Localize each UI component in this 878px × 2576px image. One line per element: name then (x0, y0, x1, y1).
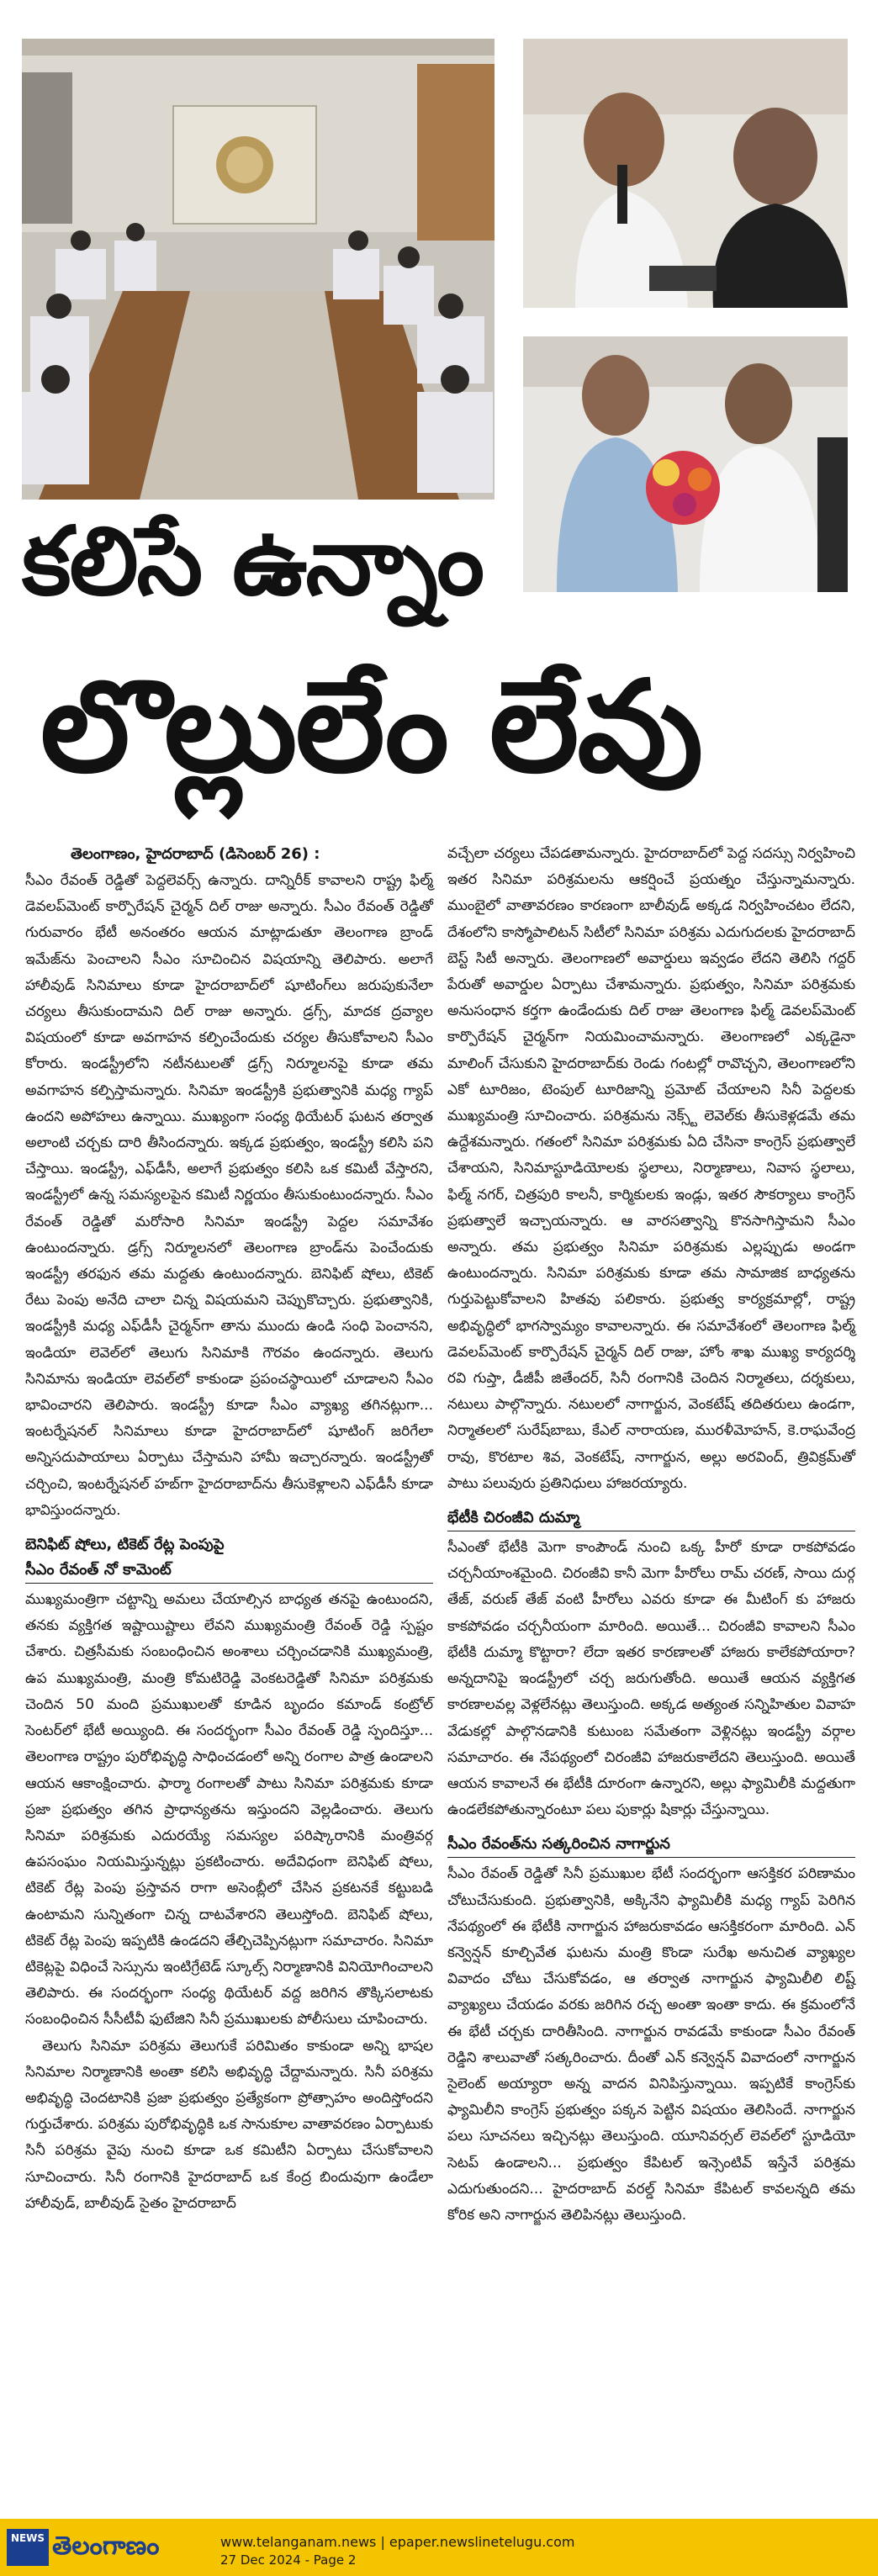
footer-website[interactable]: www.telanganam.news | epaper.newslinetelugu.com (220, 2534, 575, 2550)
bouquet-greeting-photo (523, 336, 848, 592)
news-badge-label: NEWS (10, 2532, 45, 2544)
subheading-line: బెనిఫిట్ షోలు, టికెట్ రేట్ల పెంపుపై (25, 1536, 225, 1554)
article-paragraph: ముఖ్యమంత్రిగా చట్టాన్ని అమలు చేయాల్సిన బాధ్యత తనపై ఉంటుందని, తనకు వ్యక్తిగత ఇష్టాయిష్టాలు లేవని ముఖ్యమంత్రి రేవంత్ రెడ్డి స్పష్టం చేశారు. చిత్రసీమకు సంబంధించిన అంశాలు చర్చించడానికి ముఖ్యమంత్రి, ఉప ముఖ్యమంత్రి, మంత్రి కోమటిరెడ్డి వెంకటరెడ్డితో సినిమా పరిశ్రమకు చెందిన 50 మంది ప్రముఖులతో కూడిన బృందం కమాండ్ కంట్రోల్ సెంటర్‌లో భేటీ అయ్యింది. ఈ సందర్భంగా సీఎం రేవంత్ రెడ్డి స్పందిస్తూ... తెలంగాణ రాష్ట్రం పురోభివృద్ధి సాధించడంలో అన్ని రంగాల పాత్ర ఉండాలని ఆయన ఆకాంక్షించారు. ఫార్మా రంగాలతో పాటు సినిమా పరిశ్రమకు కూడా ప్రజా ప్రభుత్వం తగిన ప్రాధాన్యతను ఇస్తుందని వెల్లడించారు. తెలుగు సినిమా పరిశ్రమకు ఎదురయ్యే సమస్యల పరిష్కారానికి మంత్రివర్గ ఉపసంఘం నియమిస్తున్నట్లు ప్రకటించారు. అదేవిధంగా బెనిఫిట్ షోలు, టికెట్ రేట్ల పెంపు ప్రస్తావన రాగా అసెంబ్లీలో చేసిన ప్రకటనకే కట్టుబడి ఉంటామని సున్నితంగా చిన్న దాటవేశారని తెలుస్తోంది. బెనిఫిట్ షోలు, టికెట్ రేట్ల పెంపు ఇప్పటికి ఉండదని తేల్చిచెప్పినట్లుగా సమాచారం. సినిమా టికెట్లపై విధించే సెస్సును ఇంటిగ్రేటెడ్ స్కూల్స్ నిర్మాణానికి వినియోగించాలని తెలిపారు. ఈ సందర్భంగా సంధ్య థియేటర్ వద్ద జరిగిన తొక్కిసలాటకు సంబంధించిన సీసీటీవీ ఫుటేజిని సినీ ప్రముఖులకు పోలీసులు చూపించారు. (25, 1591, 433, 2029)
headline-line-2: లొల్లులేం లేవు (40, 654, 702, 801)
cm-with-dil-raju-photo (523, 39, 848, 308)
article-paragraph: సీఎం రేవంత్ రెడ్డితో పెద్దలెవర్స్ ఉన్నారు. దాన్నిరీక్ కావాలని రాష్ట్ర ఫిల్మ్ డెవలప్‌మెంట్ కార్పొరేషన్ చైర్మన్ దిల్ రాజు అన్నారు. సీఎం రేవంత్ రెడ్డితో గురువారం భేటీ అనంతరం ఆయన మాట్లాడుతూ తెలంగాణ బ్రాండ్ ఇమేజ్‌ను పెంచాలని సీఎం సూచించిన విషయాన్ని తెలిపారు. అలాగే హాలీవుడ్ సినిమాలు కూడా హైదరాబాద్‌లో షూటింగ్‌లు జరుపుకునేలా చర్యలు తీసుకుందామని దిల్ రాజు అన్నారు. డ్రగ్స్, మాదక ద్రవ్యాల విషయంలో కూడా అవగాహన కల్పించేందుకు చర్యల తీసుకోవాలని సీఎం కోరారు. ఇండస్ట్రీలోని నటీనటులతో డ్రగ్స్ నిర్మూలనపై కూడా తమ అవగాహన కల్పిస్తామన్నారు. సినిమా ఇండస్ట్రీకి ప్రభుత్వానికి మధ్య గ్యాప్ ఉందని అపోహలు ఉన్నాయి. ముఖ్యంగా సంధ్య థియేటర్ ఘటన తర్వాత అలాంటి చర్చకు దారి తీసిందన్నారు. ఇక్కడ ప్రభుత్వం, ఇండస్ట్రీ కలిసి పని చేస్తాయి. ఇండస్ట్రీ, ఎఫ్‌డీసీ, అలాగే ప్రభుత్వం కలిసి ఒక కమిటీ వేస్తారని, ఇండస్ట్రీలో ఉన్న సమస్యలపైన కమిటీ నిర్ణయం తీసుకుంటుందన్నారు. సీఎం రేవంత్ రెడ్డితో మరోసారి సినిమా ఇండస్ట్రీ పెద్దల సమావేశం ఉంటుందన్నారు. డ్రగ్స్ నిర్మూలనలో తెలంగాణ బ్రాండ్‌ను పెంచేందుకు ఇండస్ట్రీ తరఫున తమ మద్దతు ఉంటుందన్నారు. బెనిఫిట్ షోలు, టికెట్ రేటు పెంపు అనేది చాలా చిన్న విషయమని చెప్పుకొచ్చారు. ప్రభుత్వానికి, ఇండస్ట్రీకి మధ్య ఎఫ్‌డీసీ చైర్మన్‌గా తాను ముందు ఉండి సంధి పెంచానని, ఇండియా లెవెల్‌లో తెలుగు సినిమాకి గౌరవం ఉందన్నారు. తెలుగు సినిమాను ఇండియా లెవల్‌లో కాకుండా ప్రపంచస్థాయిలో చూడాలని సీఎం భావించారని తెలిపారు. ఇండస్ట్రీ కూడా సీఎం వ్యాఖ్య తగినట్లుగా... ఇంటర్నేషనల్ సినిమాలు కూడా హైదరాబాద్‌లో షూటింగ్ జరిగేలా అన్నిసదుపాయాలు ఏర్పాటు చేస్తామని హామీ ఇచ్చారన్నారు. ఇండస్ట్రీతో చర్చించి, ఇంటర్నేషనల్ హబ్‌గా హైదరాబాద్‌ను తీసుకెళ్లాలని ఎఫ్‌డీసీ కూడా భావిస్తుందన్నారు. (25, 872, 433, 1519)
article-column-right (447, 841, 855, 2229)
footer-date-page: 27 Dec 2024 - Page 2 (220, 2552, 357, 2568)
subheading-line: సీఎం రేవంత్ నో కామెంట్ (25, 1561, 172, 1579)
article-paragraph: సీఎం రేవంత్ రెడ్డితో సినీ ప్రముఖుల భేటీ సందర్భంగా ఆసక్తికర పరిణామం చోటుచేసుకుంది. ప్రభుత్వానికి, అక్కినేని ఫ్యామిలీకి మధ్య గ్యాప్ పెరిగిన నేపథ్యంలో ఈ భేటీకి నాగార్జున హాజరుకావడం ఆసక్తికరంగా మారింది. ఎన్ కన్వెన్షన్ కూల్చివేత ఘటను మంత్రి కొండా సురేఖ అనుచిత వ్యాఖ్యల వివాదం చోటు చేసుకోవడం, ఆ తర్వాత నాగార్జున ఫ్యామిలీలి లిష్ట్ వ్యాఖ్యలు చేయడం వరకు జరిగిన రచ్చ అంతా ఇంతా కాదు. ఈ క్రమంలోనే ఈ భేటీ చర్చకు దారితీసింది. నాగార్జున రావడమే కాకుండా సీఎం రేవంత్ రెడ్డిని శాలువాతో సత్కరించారు. దీంతో ఎన్ కన్వెన్షన్ వివాదంలో నాగార్జున సైలెంట్ అయ్యారా అన్న వాదన వినిపిస్తున్నాయి. ఇప్పటికే కాంగ్రెస్‌కు ఫ్యామిలీని కాంగ్రెస్ ప్రభుత్వం పక్కన పెట్టిన విషయం తెలిసిందే. నాగార్జున పలు సూచనలు ఇచ్చినట్లు తెలుస్తుంది. యూనివర్సల్ లెవల్‌లో స్టూడియో సెటప్ ఉండాలని... ప్రభుత్వం కేపిటల్ ఇన్సెంటివ్ ఇస్తేనే పరిశ్రమ ఎదుగుతుందని... హైదరాబాద్ వరల్డ్ సినిమా కేపిటల్ కావలన్నది తమ కోరిక అని నాగార్జున తెలిపినట్లు తెలుస్తుంది. (447, 1865, 855, 2224)
cm-meeting-photo (22, 39, 495, 500)
article-paragraph: తెలుగు సినిమా పరిశ్రమ తెలుగుకే పరిమితం కాకుండా అన్ని భాషల సినిమాల నిర్మాణానికి అంతా కలిసి అభివృద్ధి చేద్దామన్నారు. సినీ పరిశ్రమ అభివృద్ధి చెందటానికి ప్రజా ప్రభుత్వం ప్రత్యేకంగా ప్రోత్సాహం అందిస్తోందని గుర్తుచేశారు. పరిశ్రమ పురోభివృద్ధికి ఒక సానుకూల వాతావరణం ఏర్పాటుకు సినీ పరిశ్రమ వైపు నుంచి కూడా ఒక కమిటీని ఏర్పాటు చేసుకోవాలని సూచించారు. సినీ రంగానికి హైదరాబాద్ ఒక కేంద్ర బిందువుగా ఉండేలా హాలీవుడ్, బాలీవుడ్ సైతం హైదరాబాద్ (25, 2037, 433, 2212)
article-paragraph: వచ్చేలా చర్యలు చేపడతామన్నారు. హైదరాబాద్‌లో పెద్ద సదస్సు నిర్వహించి ఇతర సినిమా పరిశ్రమలను ఆకర్షించే ప్రయత్నం చేస్తున్నామన్నారు. ముంబైలో వాతావరణం కారణంగా బాలీవుడ్ అక్కడ నిర్వహించటం లేదని, దేశంలోని కాస్మోపాలిటన్ సిటీలో సినిమా పరిశ్రమ ఎదుగుదలకు హైదరాబాద్ బెస్ట్ సిటీ అన్నారు. తెలంగాణలో అవార్డులు ఇవ్వడం లేదని తెలిసి గద్దర్ పేరుతో అవార్డుల ఏర్పాటు చేశామన్నారు. ప్రభుత్వం, సినిమా పరిశ్రమకు అనుసంధాన కర్తగా ఉండేందుకు దిల్ రాజు తెలంగాణ ఫిల్మ్ డెవలప్‌మెంట్ కార్పొరేషన్ చైర్మన్‌గా నియమించామన్నారు. తెలంగాణలో ఎక్కడైనా మాలింగ్ చేసుకుని హైదరాబాద్‌కు రెండు గంటల్లో రావొచ్చని, తెలంగాణలోని ఎకో టూరిజం, టెంపుల్ టూరిజాన్ని ప్రమోట్ చేయాలని సినీ పెద్దలకు ముఖ్యమంత్రి సూచించారు. పరిశ్రమను నెక్స్ట్ లెవెల్‌కు తీసుకెళ్లడమే తమ ఉద్దేశమన్నారు. గతంలో సినిమా పరిశ్రమకు ఏది చేసినా కాంగ్రెస్ ప్రభుత్వాలే చేశాయని, సినిమాస్టూడియోలకు స్థలాలు, నిర్మాణాలు, నివాస స్థలాలు, ఫిల్మ్ నగర్, చిత్రపురి కాలనీ, కార్మికులకు ఇండ్లు, ఇతర సౌకర్యాలు కాంగ్రెస్ ప్రభుత్వాలే ఇచ్చాయన్నారు. ఆ వారసత్వాన్ని కొనసాగిస్తామని సీఎం అన్నారు. తమ ప్రభుత్వం సినిమా పరిశ్రమకు ఎల్లప్పుడు అండగా ఉంటుందన్నారు. సినిమా పరిశ్రమకు కూడా తమ సామాజిక బాధ్యతను గుర్తుపెట్టుకోవాలని హితవు పలికారు. ప్రభుత్వ కార్యక్రమాల్లో, రాష్ట్ర అభివృద్ధిలో భాగస్వామ్యం కావాలన్నారు. ఈ సమావేశంలో తెలంగాణ ఫిల్మ్ డెవలప్‌మెంట్ కార్పొరేషన్ చైర్మన్ దిల్ రాజు, హోం శాఖ ముఖ్య కార్యదర్శి రవి గుప్తా, డీజీపీ జితేందర్, సినీ రంగానికి చెందిన నిర్మాతలు, దర్శకులు, నటులు పాల్గొన్నారు. నటులలో నాగార్జున, వెంకటేష్ తదితరులు ఉండగా, నిర్మాతలలో సురేష్‌బాబు, కేఎల్ నారాయణ, మురళీమోహన్, కె.రాఘవేంద్ర రావు, కొరటాల శివ, వెంకటేష్, నాగార్జున, అల్లు అరవింద్, త్రివిక్రమ్‌తో పాటు పలువురు ప్రతినిధులు హాజరయ్యారు. (447, 845, 855, 1492)
brand-name: తెలంగాణం (52, 2531, 160, 2561)
subheading: భేటీకి చిరంజీవి దుమ్మా (447, 1505, 855, 1531)
page-footer (0, 2519, 878, 2576)
subheading (25, 1532, 433, 1584)
telanganam-logo (7, 2526, 212, 2569)
news-badge (7, 2529, 49, 2566)
article-paragraph: సీఎంతో భేటీకి మెగా కాంపౌండ్ నుంచి ఒక్క హీరో కూడా రాకపోవడం చర్చనీయాంశమైంది. చిరంజీవి కానీ మెగా హీరోలు రామ్ చరణ్, సాయి దుర్గ తేజ్, వరుణ్ తేజ్ వంటి హీరోలు ఎవరు కూడా ఈ మీటింగ్ కు హాజరు కాకపోవడం చర్చనీయంగా మారింది. అయితే... చిరంజీవి కావాలని సీఎం భేటీకి దుమ్మా కొట్టారా? లేదా ఇతర కారణాలతో హాజరు కాలేకపోయారా? అన్నదానిపై ఇండస్ట్రీలో చర్చ జరుగుతోంది. అయితే ఆయన వ్యక్తిగత కారణాలవల్ల వెళ్లలేనట్లు తెలుస్తుంది. అక్కడ అత్యంత సన్నిహితుల వివాహ వేడుకల్లో పాల్గొనడానికి కుటుంబ సమేతంగా వెళ్లినట్లు ఇండస్ట్రీ వర్గాల సమాచారం. ఈ నేపథ్యంలో చిరంజీవి హాజరుకాలేదని తెలుస్తుంది. అయితే ఆయన కావాలనే ఈ భేటీకి దూరంగా ఉన్నారని, అల్లు ఫ్యామిలీకి మద్దతుగా ఉండలేకపోతున్నారంటూ పలు పుకార్లు షికార్లు చేస్తున్నాయి. (447, 1539, 855, 1819)
subheading: సీఎం రేవంత్‌ను సత్కరించిన నాగార్జున (447, 1832, 855, 1858)
article-column-left (25, 841, 433, 2217)
headline-line-1: కలిసే ఉన్నాం (22, 507, 484, 616)
dateline: తెలంగాణం, హైదరాబాద్ (డిసెంబర్ 26) : (71, 845, 320, 863)
